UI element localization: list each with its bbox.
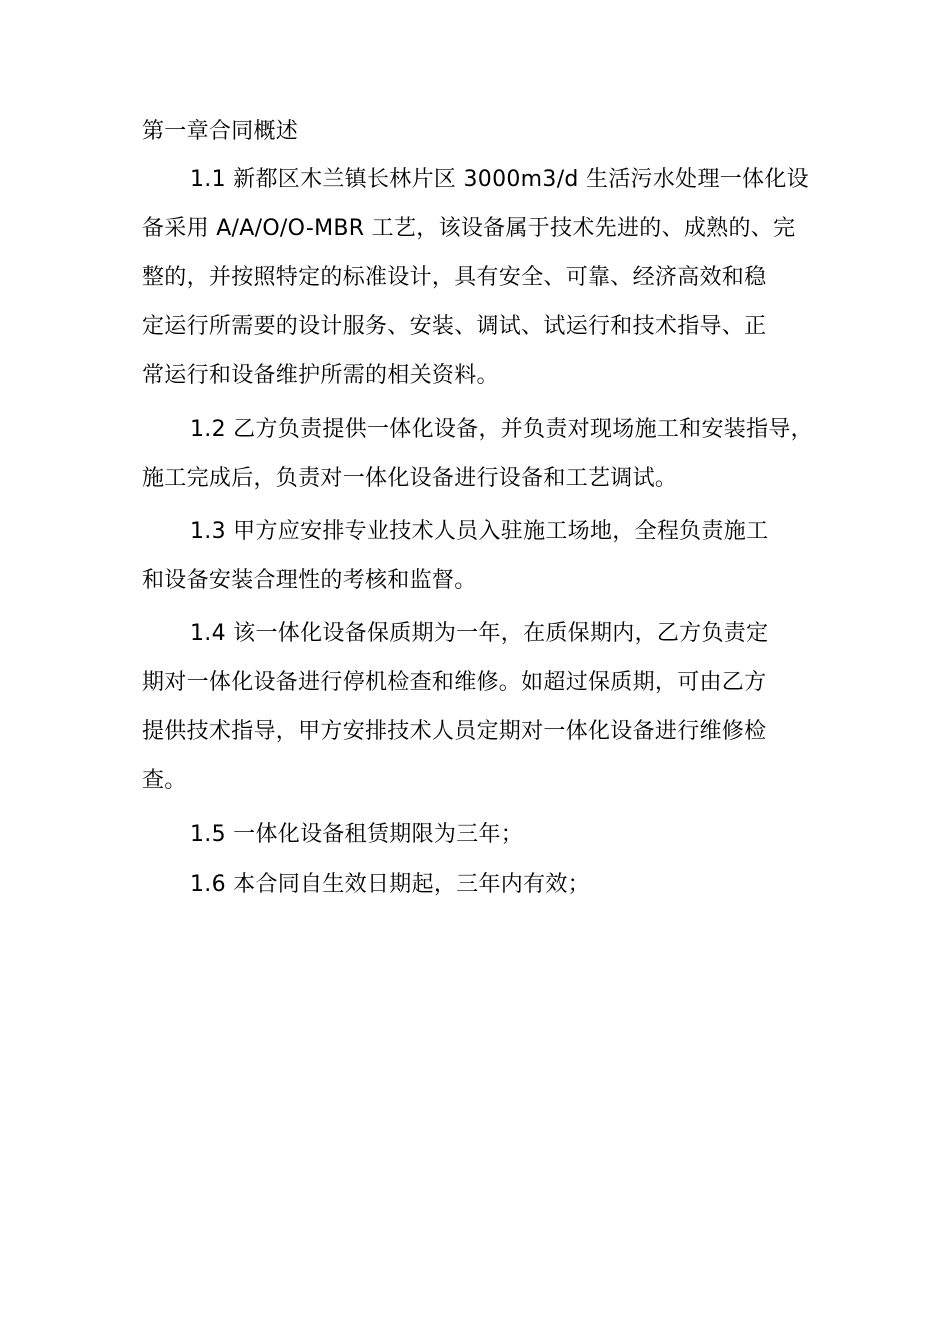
paragraph-line: 1.6 本合同自生效日期起，三年内有效； [190, 872, 590, 897]
paragraph-line: 1.3 甲方应安排专业技术人员入驻施工场地，全程负责施工 [190, 519, 769, 544]
paragraph-line: 1.1 新都区木兰镇长林片区 3000m3/d 生活污水处理一体化设 [190, 167, 809, 192]
paragraph-line: 1.5 一体化设备租赁期限为三年； [190, 822, 524, 847]
paragraph-line: 期对一体化设备进行停机检查和维修。如超过保质期，可由乙方 [142, 670, 767, 695]
paragraph-line: 施工完成后，负责对一体化设备进行设备和工艺调试。 [142, 466, 678, 491]
paragraph-line: 定运行所需要的设计服务、安装、调试、试运行和技术指导、正 [142, 314, 767, 339]
paragraph-line: 和设备安装合理性的考核和监督。 [142, 568, 477, 593]
paragraph-line: 查。 [142, 768, 187, 793]
paragraph-line: 整的，并按照特定的标准设计，具有安全、可靠、经济高效和稳 [142, 265, 767, 290]
chapter-title: 第一章合同概述 [142, 119, 299, 144]
paragraph-line: 常运行和设备维护所需的相关资料。 [142, 363, 499, 388]
paragraph-line: 备采用 A/A/O/O-MBR 工艺，该设备属于技术先进的、成熟的、完 [142, 216, 796, 241]
paragraph-line: 提供技术指导，甲方安排技术人员定期对一体化设备进行维修检 [142, 719, 767, 744]
paragraph-line: 1.2 乙方负责提供一体化设备，并负责对现场施工和安装指导， [190, 417, 813, 442]
paragraph-line: 1.4 该一体化设备保质期为一年，在质保期内，乙方负责定 [190, 621, 769, 646]
